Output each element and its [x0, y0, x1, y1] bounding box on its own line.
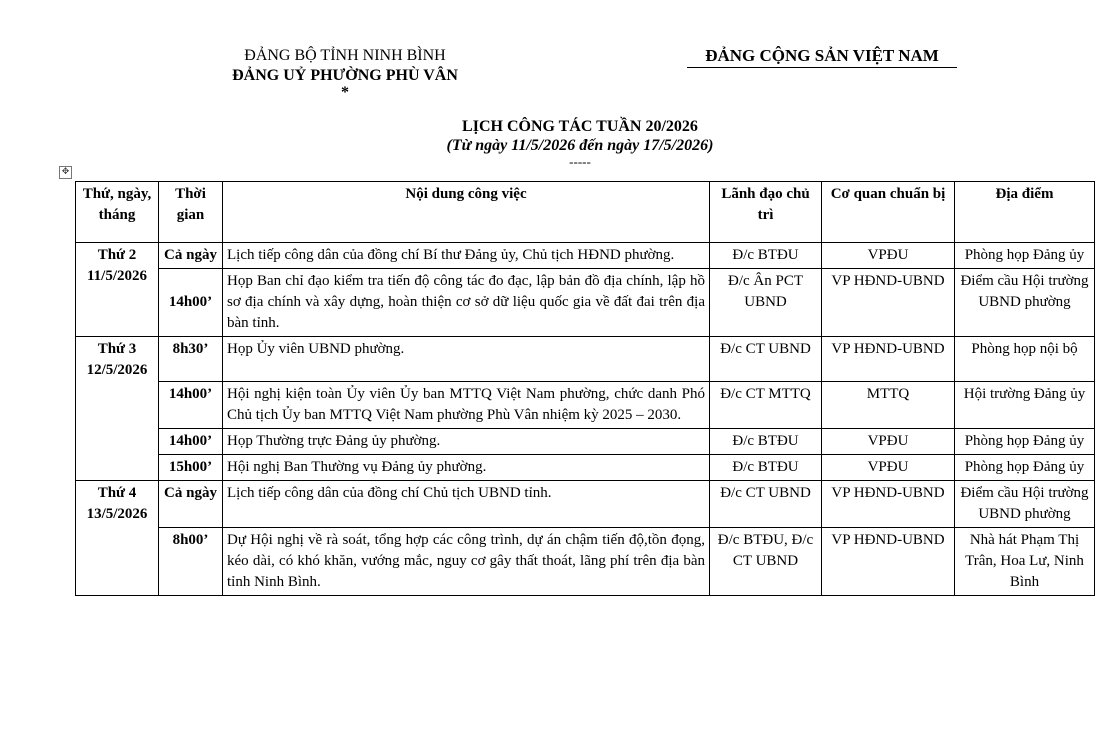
day-cell: Thứ 4 13/5/2026 [76, 481, 159, 596]
col-header-agency: Cơ quan chuẩn bị [822, 182, 955, 243]
time-cell: Cả ngày [159, 481, 223, 528]
day-cell: Thứ 3 12/5/2026 [76, 337, 159, 481]
content-cell: Hội nghị kiện toàn Ủy viên Ủy ban MTTQ Việt Nam phường, chức danh Phó Chủ tịch Ủy ban MTTQ Việt Nam phường Phù Vân nhiệm kỳ 2025 – 2030. [223, 382, 710, 429]
col-header-day: Thứ, ngày, tháng [76, 182, 159, 243]
agency-cell: VP HĐND-UBND [822, 528, 955, 596]
party-title-block [680, 46, 964, 68]
leader-cell: Đ/c CT UBND [710, 337, 822, 382]
place-cell: Nhà hát Phạm Thị Trân, Hoa Lư, Ninh Bình [955, 528, 1095, 596]
content-cell: Họp Ban chỉ đạo kiểm tra tiến độ công tác đo đạc, lập bản đồ địa chính, lập hồ sơ địa chính và xây dựng, hoàn thiện cơ sở dữ liệu quốc gia về đất đai trên địa bàn tỉnh. [223, 269, 710, 337]
time-cell: 14h00’ [159, 429, 223, 455]
agency-cell: VP HĐND-UBND [822, 337, 955, 382]
agency-cell: VP HĐND-UBND [822, 269, 955, 337]
col-header-time: Thời gian [159, 182, 223, 243]
place-cell: Phòng họp nội bộ [955, 337, 1095, 382]
col-header-leader: Lãnh đạo chủ trì [710, 182, 822, 243]
time-cell: Cả ngày [159, 243, 223, 269]
time-cell: 14h00’ [159, 382, 223, 429]
document-title-block [330, 117, 830, 169]
content-cell: Lịch tiếp công dân của đồng chí Bí thư Đảng ủy, Chủ tịch HĐND phường. [223, 243, 710, 269]
place-cell: Hội trường Đảng ủy [955, 382, 1095, 429]
place-cell: Điểm cầu Hội trường UBND phường [955, 269, 1095, 337]
title-divider: ----- [569, 154, 591, 169]
content-cell: Lịch tiếp công dân của đồng chí Chủ tịch UBND tỉnh. [223, 481, 710, 528]
content-cell: Dự Hội nghị về rà soát, tổng hợp các công trình, dự án chậm tiến độ,tồn đọng, kéo dài, có khó khăn, vướng mắc, nguy cơ gây thất thoát, lãng phí trên địa bàn tỉnh Ninh Bình. [223, 528, 710, 596]
leader-cell: Đ/c CT UBND [710, 481, 822, 528]
table-row [76, 337, 1095, 382]
issuer-block [180, 46, 510, 100]
issuer-org: ĐẢNG UỶ PHƯỜNG PHÙ VÂN [232, 67, 458, 84]
table-row [76, 243, 1095, 269]
time-cell: 8h30’ [159, 337, 223, 382]
table-row [76, 455, 1095, 481]
issuer-star: * [341, 84, 349, 101]
leader-cell: Đ/c BTĐU [710, 243, 822, 269]
place-cell: Điểm cầu Hội trường UBND phường [955, 481, 1095, 528]
time-cell: 15h00’ [159, 455, 223, 481]
table-row [76, 481, 1095, 528]
move-handle-icon[interactable]: ✥ [59, 166, 72, 179]
place-cell: Phòng họp Đảng ủy [955, 455, 1095, 481]
place-cell: Phòng họp Đảng ủy [955, 429, 1095, 455]
date-range: (Từ ngày 11/5/2026 đến ngày 17/5/2026) [446, 137, 714, 154]
agency-cell: VPĐU [822, 243, 955, 269]
content-cell: Họp Thường trực Đảng ủy phường. [223, 429, 710, 455]
place-cell: Phòng họp Đảng ủy [955, 243, 1095, 269]
party-title-underline [687, 67, 957, 68]
content-cell: Hội nghị Ban Thường vụ Đảng ủy phường. [223, 455, 710, 481]
document-title: LỊCH CÔNG TÁC TUẦN 20/2026 [462, 118, 698, 135]
leader-cell: Đ/c Ân PCT UBND [710, 269, 822, 337]
day-cell: Thứ 2 11/5/2026 [76, 243, 159, 337]
leader-cell: Đ/c BTĐU, Đ/c CT UBND [710, 528, 822, 596]
col-header-place: Địa điểm [955, 182, 1095, 243]
schedule-table [75, 181, 1095, 596]
party-title: ĐẢNG CỘNG SẢN VIỆT NAM [705, 46, 939, 65]
leader-cell: Đ/c BTĐU [710, 429, 822, 455]
agency-cell: VPĐU [822, 455, 955, 481]
table-row [76, 269, 1095, 337]
table-row [76, 382, 1095, 429]
agency-cell: VP HĐND-UBND [822, 481, 955, 528]
leader-cell: Đ/c CT MTTQ [710, 382, 822, 429]
col-header-content: Nội dung công việc [223, 182, 710, 243]
table-row [76, 528, 1095, 596]
header-row [76, 182, 1095, 243]
time-cell: 14h00’ [159, 269, 223, 337]
issuer-parent-org: ĐẢNG BỘ TỈNH NINH BÌNH [244, 47, 446, 64]
table-row [76, 429, 1095, 455]
leader-cell: Đ/c BTĐU [710, 455, 822, 481]
agency-cell: MTTQ [822, 382, 955, 429]
time-cell: 8h00’ [159, 528, 223, 596]
content-cell: Họp Ủy viên UBND phường. [223, 337, 710, 382]
agency-cell: VPĐU [822, 429, 955, 455]
